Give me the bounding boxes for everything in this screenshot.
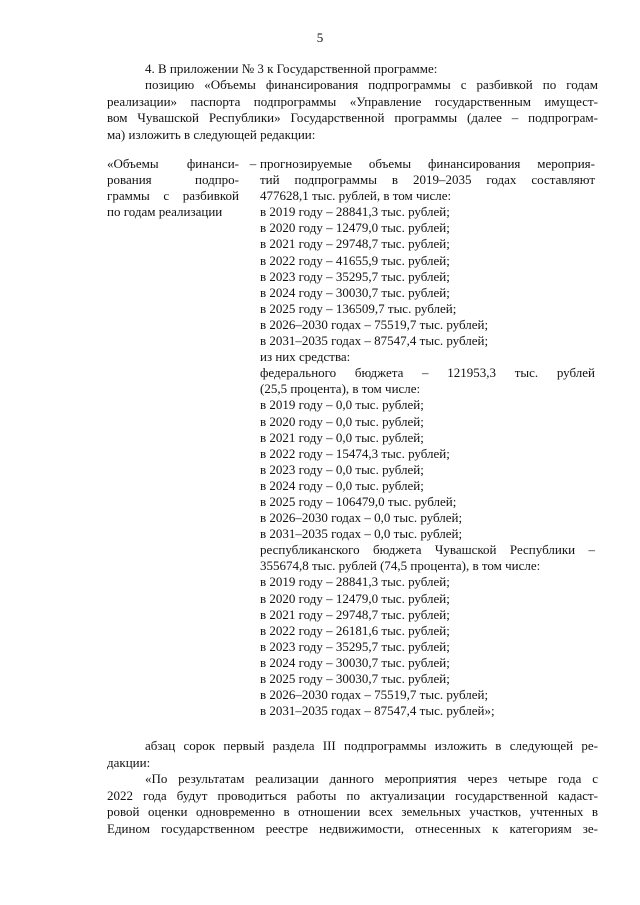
separator-dash: – — [249, 156, 257, 171]
content-line: в 2031–2035 годах – 87547,4 тыс. рублей; — [260, 333, 489, 349]
content-line: в 2031–2035 годах – 87547,4 тыс. рублей»; — [260, 703, 495, 719]
content-line: в 2026–2030 годах – 75519,7 тыс. рублей; — [260, 316, 489, 332]
position-label — [107, 156, 239, 220]
content-line: 355674,8 тыс. рублей (74,5 процента), в том числе: — [260, 558, 541, 574]
content-line: 477628,1 тыс. рублей, в том числе: — [260, 188, 452, 204]
content-line: в 2021 году – 29748,7 тыс. рублей; — [260, 606, 450, 622]
content-line: в 2020 году – 12479,0 тыс. рублей; — [260, 590, 450, 606]
page-number: 5 — [316, 30, 324, 45]
outro-paragraph — [107, 738, 598, 838]
position-label-line: граммы с разбивкой — [107, 188, 239, 204]
content-line: в 2019 году – 0,0 тыс. рублей; — [260, 397, 424, 413]
content-line: в 2021 году – 0,0 тыс. рублей; — [260, 429, 424, 445]
content-line: в 2025 году – 136509,7 тыс. рублей; — [260, 300, 457, 316]
content-line: в 2024 году – 30030,7 тыс. рублей; — [260, 654, 450, 670]
position-label-line: «Объемы финанси- — [107, 156, 239, 171]
content-line: в 2022 году – 15474,3 тыс. рублей; — [260, 445, 450, 461]
intro-paragraph — [107, 61, 598, 143]
content-line: в 2023 году – 35295,7 тыс. рублей; — [260, 638, 450, 654]
intro-line-4: вом Чувашской Республики» Государственной программы (далее – подпрограм- — [107, 110, 598, 126]
content-line: в 2021 году – 29748,7 тыс. рублей; — [260, 236, 450, 252]
intro-line-3: реализации» паспорта подпрограммы «Управление государственным имущест- — [107, 93, 598, 109]
content-line: в 2024 году – 30030,7 тыс. рублей; — [260, 284, 450, 300]
content-line: в 2020 году – 12479,0 тыс. рублей; — [260, 220, 450, 236]
outro-line-1: абзац сорок первый раздела III подпрограммы изложить в следующей ре- — [145, 738, 598, 753]
content-line: в 2020 году – 0,0 тыс. рублей; — [260, 413, 424, 429]
content-line: в 2025 году – 106479,0 тыс. рублей; — [260, 493, 457, 509]
content-line: в 2023 году – 0,0 тыс. рублей; — [260, 461, 424, 477]
position-content — [260, 156, 595, 719]
content-line: в 2022 году – 26181,6 тыс. рублей; — [260, 622, 450, 638]
outro-line-5: ровой оценки одновременно в отношении всех земельных участков, учтенных в — [107, 804, 598, 820]
intro-line-2: позицию «Объемы финансирования подпрограммы с разбивкой по годам — [145, 77, 598, 93]
content-line: в 2025 году – 30030,7 тыс. рублей; — [260, 671, 450, 686]
content-line: республиканского бюджета Чувашской Республики – — [260, 542, 595, 558]
outro-line-2: дакции: — [107, 754, 151, 770]
intro-line-5: ма) изложить в следующей редакции: — [107, 126, 316, 142]
content-line: из них средства: — [260, 349, 351, 365]
intro-line-1: 4. В приложении № 3 к Государственной программе: — [145, 61, 438, 76]
position-label-line: рования подпро- — [107, 172, 239, 188]
content-line: (25,5 процента), в том числе: — [260, 381, 421, 397]
content-line: федерального бюджета – 121953,3 тыс. рублей — [260, 365, 595, 381]
content-line: прогнозируемые объемы финансирования мероприя- — [260, 156, 595, 171]
content-line: в 2022 году – 41655,9 тыс. рублей; — [260, 252, 450, 268]
content-line: в 2031–2035 годах – 0,0 тыс. рублей; — [260, 526, 463, 542]
outro-line-3: «По результатам реализации данного мероприятия через четыре года с — [145, 771, 598, 787]
content-line: в 2024 году – 0,0 тыс. рублей; — [260, 477, 424, 493]
outro-line-4: 2022 года будут проводиться работы по актуализации государственной кадаст- — [107, 787, 598, 803]
outro-line-6: Едином государственном реестре недвижимости, отнесенных к категориям зе- — [107, 820, 598, 836]
content-line: в 2019 году – 28841,3 тыс. рублей; — [260, 574, 450, 590]
content-line: в 2019 году – 28841,3 тыс. рублей; — [260, 204, 450, 220]
position-label-line: по годам реализации — [107, 204, 223, 220]
content-line: в 2026–2030 годах – 0,0 тыс. рублей; — [260, 510, 463, 526]
content-line: в 2023 году – 35295,7 тыс. рублей; — [260, 268, 450, 284]
content-line: в 2026–2030 годах – 75519,7 тыс. рублей; — [260, 687, 489, 703]
content-line: тий подпрограммы в 2019–2035 годах составляют — [260, 172, 595, 188]
